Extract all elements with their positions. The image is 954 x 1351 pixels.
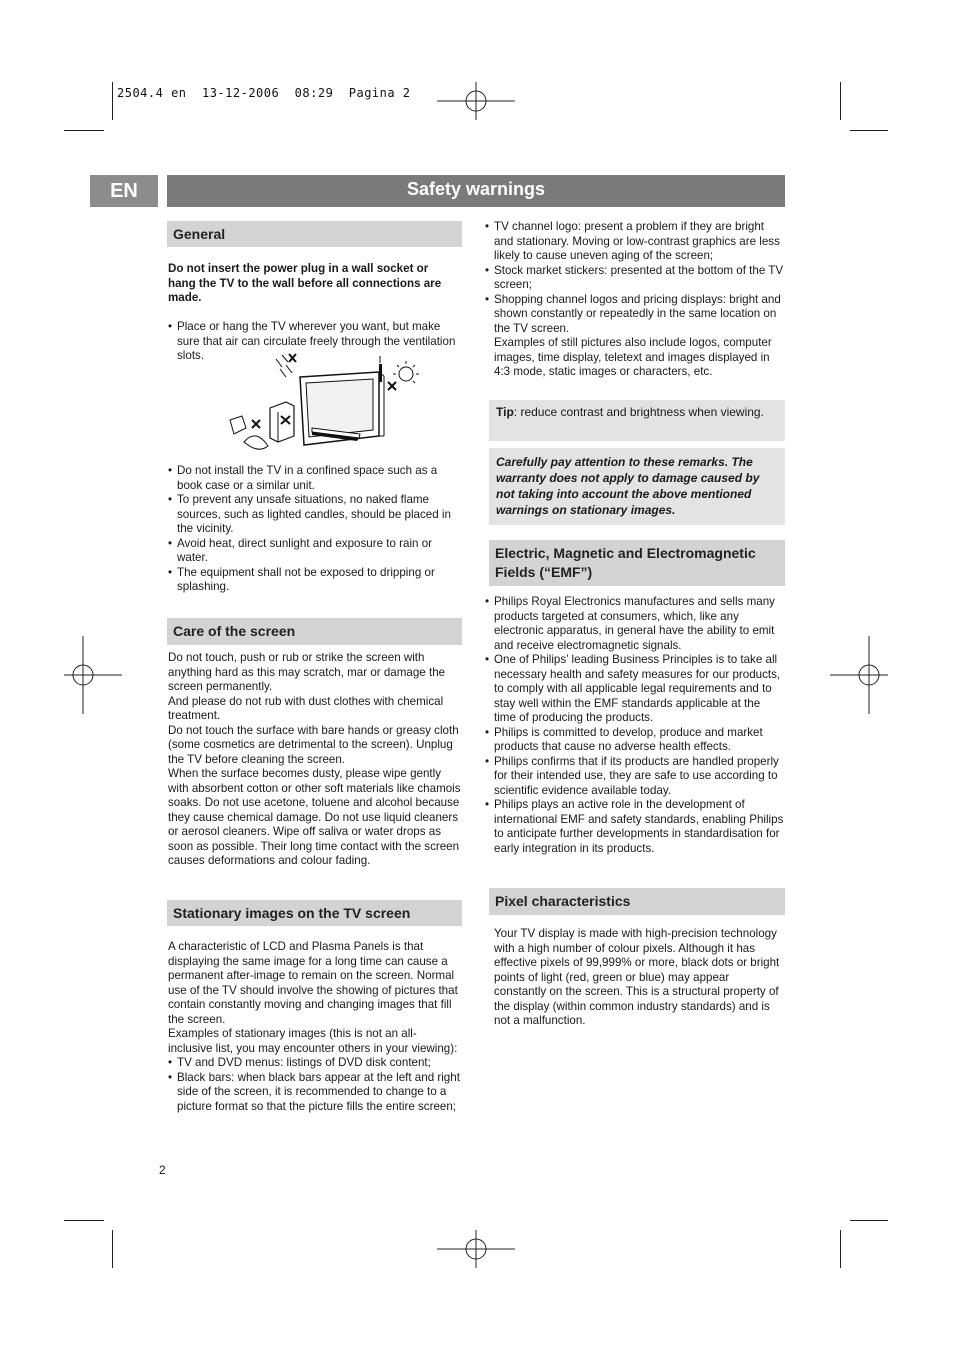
list-item: • Philips confirms that if its products are handled properly for their intended use, they are safe to use according to scientific evidence available today.: [485, 755, 785, 799]
crop-mark: [840, 1230, 841, 1268]
registration-mark-icon: [44, 636, 122, 714]
list-item: • Black bars: when black bars appear at the left and right side of the screen, it is recommended to change to a picture format so that the picture fills the entire screen;: [168, 1071, 460, 1115]
list-item: • TV and DVD menus: listings of DVD disk content;: [168, 1056, 460, 1071]
crop-mark: [850, 130, 888, 131]
crop-mark: [850, 1220, 888, 1221]
list-item: • Place or hang the TV wherever you want, but make sure that air can circulate freely through the ventilation slots.: [168, 320, 460, 364]
tip-box: [489, 400, 785, 441]
power-plug-warning: Do not insert the power plug in a wall socket or hang the TV to the wall before all connections are made.: [168, 262, 442, 304]
list-item: • TV channel logo: present a problem if they are bright and stationary. Moving or low-contrast graphics are less likely to cause uneven aging of the screen;: [485, 220, 785, 264]
crop-mark: [64, 130, 104, 131]
section-heading-general: General: [167, 221, 462, 247]
list-item: • Stock market stickers: presented at the bottom of the TV screen;: [485, 264, 785, 293]
paragraph: Do not touch the surface with bare hands or greasy cloth (some cosmetics are detrimental to the screen). Unplug the TV before cleaning the screen.: [168, 723, 459, 766]
crop-mark: [112, 1230, 113, 1268]
list-item: • Avoid heat, direct sunlight and exposure to rain or water.: [168, 537, 460, 566]
list-item: • The equipment shall not be exposed to dripping or splashing.: [168, 566, 460, 595]
registration-mark-icon: [437, 1210, 515, 1288]
language-tab: EN: [90, 175, 158, 207]
page-title: Safety warnings: [167, 175, 785, 207]
emf-bullets: [485, 595, 785, 856]
registration-mark-icon: [437, 62, 515, 140]
print-header: 2504.4 en 13-12-2006 08:29 Pagina 2: [117, 86, 411, 100]
paragraph: Examples of still pictures also include logos, computer images, time display, teletext and images displayed in 4:3 mode, static images or characters, etc.: [494, 336, 772, 378]
list-item: • Philips is committed to develop, produce and market products that cause no adverse health effects.: [485, 726, 785, 755]
tip-text: : reduce contrast and brightness when viewing.: [513, 405, 764, 419]
section-heading-care: Care of the screen: [167, 618, 462, 645]
stationary-text: [168, 940, 460, 1114]
paragraph: Do not touch, push or rub or strike the screen with anything hard as this may scratch, mar or damage the screen permanently.: [168, 651, 446, 693]
crop-mark: [64, 1220, 104, 1221]
care-text: [168, 651, 464, 869]
list-item: • One of Philips’ leading Business Principles is to take all necessary health and safety measures for our products, to comply with all applicable legal requirements and to stay well within the EMF standards applicable at the time of producing the products.: [485, 653, 785, 726]
section-heading-stationary: Stationary images on the TV screen: [167, 900, 462, 926]
tip-label: Tip: [496, 405, 514, 419]
tv-placement-illustration: [224, 350, 424, 460]
crop-mark: [112, 82, 113, 120]
stationary-bullets-continued: [485, 220, 785, 380]
page-number: 2: [159, 1163, 166, 1177]
paragraph: And please do not rub with dust clothes with chemical treatment.: [168, 694, 444, 722]
section-heading-pixel: Pixel characteristics: [489, 888, 785, 915]
list-item: • To prevent any unsafe situations, no naked flame sources, such as lighted candles, should be placed in the vicinity.: [168, 493, 460, 537]
section-heading-emf: Electric, Magnetic and Electromagnetic Fields (“EMF”): [489, 540, 785, 586]
pixel-text: Your TV display is made with high-precision technology with a high number of colour pixels. Although it has effective pixels of 99,999% or more, black dots or bright points of light (red, green or blue) may appear constantly on the screen. This is a structural property of the display (within common industry standards) and is not a malfunction.: [494, 927, 780, 1027]
paragraph: A characteristic of LCD and Plasma Panels is that displaying the same image for a long time can cause a permanent after-image to remain on the screen. Normal use of the TV should involve the showing of pictures that contain constantly moving and changing images that fill the screen.: [168, 940, 458, 1026]
list-item: • Do not install the TV in a confined space such as a book case or a similar unit.: [168, 464, 460, 493]
general-bullets: [168, 464, 460, 595]
warranty-note: Carefully pay attention to these remarks. The warranty does not apply to damage caused by not taking into account the above mentioned warnings on stationary images.: [489, 448, 785, 525]
registration-mark-icon: [830, 636, 908, 714]
list-item: • Philips plays an active role in the development of international EMF and safety standards, enabling Philips to anticipate further developments in standardisation for early integration in its products.: [485, 798, 785, 856]
list-item: • Philips Royal Electronics manufactures and sells many products targeted at consumers, which, like any electronic apparatus, in general have the ability to emit and receive electromagnetic signals.: [485, 595, 785, 653]
paragraph: When the surface becomes dusty, please wipe gently with absorbent cotton or other soft materials like chamois soaks. Do not use acetone, toluene and alcohol because they cause chemical damage. Do not use liquid cleaners or aerosol cleaners. Wipe off saliva or water drops as soon as possible. Their long time contact with the screen causes deformations and colour fading.: [168, 767, 461, 867]
list-item: • Shopping channel logos and pricing displays: bright and shown constantly or repeatedly in the same location on the TV screen.: [485, 293, 785, 337]
crop-mark: [840, 82, 841, 120]
paragraph: Examples of stationary images (this is not an all-inclusive list, you may encounter others in your viewing):: [168, 1027, 458, 1055]
